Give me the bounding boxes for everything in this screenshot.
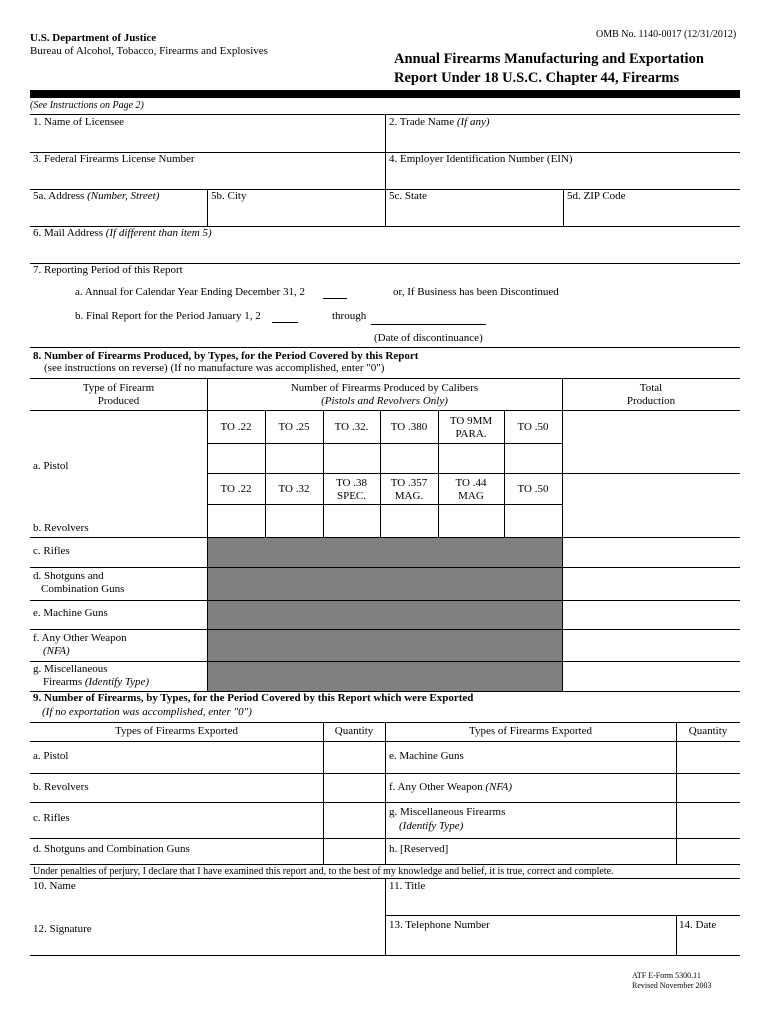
zip-field[interactable]	[564, 204, 740, 225]
licensee-name-label: 1. Name of Licensee	[33, 116, 125, 128]
export-qty-header: Quantity	[688, 725, 728, 737]
col-type-header: Type of Firearm Produced	[82, 382, 155, 407]
form-number: ATF E-Form 5300.11	[632, 971, 701, 980]
misc-total-field[interactable]	[563, 662, 740, 690]
export-shotguns-label: d. Shotguns and Combination Guns	[33, 843, 190, 855]
export-types-header: Types of Firearms Exported	[115, 725, 238, 737]
row-rifles-label: c. Rifles	[33, 545, 70, 557]
pistol-count-32[interactable]	[324, 444, 380, 473]
revolver-count-38[interactable]	[324, 505, 380, 536]
form-title-line2: Report Under 18 U.S.C. Chapter 44, Firearms	[394, 70, 680, 86]
trade-name-label: 2. Trade Name (If any)	[389, 116, 490, 128]
revolver-caliber-header: TO .50	[517, 483, 549, 495]
pistol-count-50[interactable]	[505, 444, 562, 473]
export-rifles-label: c. Rifles	[33, 812, 70, 824]
row-aow-label: f. Any Other Weapon (NFA)	[33, 632, 127, 657]
pistol-caliber-header: TO .22	[220, 421, 252, 433]
revolver-total-field[interactable]	[563, 474, 740, 536]
date-field[interactable]	[677, 932, 740, 954]
shaded-area	[208, 537, 562, 691]
discontinuance-date-field[interactable]	[371, 324, 486, 325]
address-label: 5a. Address (Number, Street)	[33, 190, 160, 202]
export-types-header: Types of Firearms Exported	[469, 725, 592, 737]
annual-year-field[interactable]	[323, 298, 347, 299]
final-report-label: b. Final Report for the Period January 1, 2	[75, 310, 261, 322]
row-misc-label: g. Miscellaneous Firearms (Identify Type)	[33, 663, 150, 688]
mail-address-label: 6. Mail Address (If different than item 5)	[33, 227, 212, 239]
omb-number: OMB No. 1140-0017 (12/31/2012)	[596, 29, 737, 40]
col-total-header: Total Production	[626, 382, 676, 407]
pistol-count-25[interactable]	[266, 444, 323, 473]
pistol-caliber-header: TO 9MM PARA.	[449, 414, 493, 440]
instructions-note: (See Instructions on Page 2)	[30, 100, 144, 111]
pistol-caliber-header: TO .50	[517, 421, 549, 433]
zip-label: 5d. ZIP Code	[567, 190, 626, 202]
export-aow-qty[interactable]	[677, 774, 740, 801]
revolver-count-22[interactable]	[208, 505, 265, 536]
state-label: 5c. State	[389, 190, 427, 202]
date-label: 14. Date	[679, 919, 717, 931]
ein-label: 4. Employer Identification Number (EIN)	[389, 153, 573, 165]
revolver-caliber-header: TO .357 MAG.	[390, 476, 428, 502]
export-aow-label: f. Any Other Weapon (NFA)	[389, 781, 513, 793]
export-machine-guns-qty[interactable]	[677, 742, 740, 772]
city-label: 5b. City	[211, 190, 247, 202]
row-machine-guns-label: e. Machine Guns	[33, 607, 108, 619]
pistol-count-22[interactable]	[208, 444, 265, 473]
trade-name-field[interactable]	[386, 130, 740, 151]
state-field[interactable]	[386, 204, 563, 225]
revolver-count-357[interactable]	[381, 505, 438, 536]
revolver-caliber-header: TO .44 MAG	[455, 476, 487, 502]
title-field[interactable]	[386, 893, 740, 914]
export-rifles-qty[interactable]	[324, 803, 385, 837]
revolver-caliber-header: TO .32	[278, 483, 310, 495]
row-revolvers-label: b. Revolvers	[33, 522, 89, 534]
rifles-total-field[interactable]	[563, 538, 740, 566]
reporting-period-title: 7. Reporting Period of this Report	[33, 264, 183, 276]
export-pistol-qty[interactable]	[324, 742, 385, 772]
discontinued-label: or, If Business has been Discontinued	[393, 286, 559, 298]
export-qty-header: Quantity	[334, 725, 374, 737]
pistol-total-field[interactable]	[563, 411, 740, 473]
export-revolvers-label: b. Revolvers	[33, 781, 89, 793]
export-reserved-label: h. [Reserved]	[389, 843, 449, 855]
pistol-count-380[interactable]	[381, 444, 438, 473]
title-label: 11. Title	[389, 880, 426, 892]
export-revolvers-qty[interactable]	[324, 774, 385, 801]
pistol-count-9mm[interactable]	[439, 444, 504, 473]
revolver-caliber-header: TO .38 SPEC.	[336, 476, 367, 502]
revolver-caliber-header: TO .22	[220, 483, 252, 495]
export-pistol-label: a. Pistol	[33, 750, 69, 762]
revolver-count-50[interactable]	[505, 505, 562, 536]
row-shotguns-label: d. Shotguns and Combination Guns	[33, 570, 125, 595]
col-calibers-header: Number of Firearms Produced by Calibers (Pistols and Revolvers Only)	[290, 382, 479, 407]
ein-field[interactable]	[386, 167, 740, 188]
perjury-statement: Under penalties of perjury, I declare that I have examined this report and, to the best of my knowledge and belief, it is true, correct and complete.	[33, 866, 614, 877]
revolver-count-44[interactable]	[439, 505, 504, 536]
section8-subtitle: (see instructions on reverse) (If no manufacture was accomplished, enter "0")	[44, 362, 385, 374]
export-shotguns-qty[interactable]	[324, 839, 385, 864]
ffl-number-field[interactable]	[30, 167, 385, 188]
form-title-line1: Annual Firearms Manufacturing and Exportation	[394, 51, 704, 67]
machine-guns-total-field[interactable]	[563, 601, 740, 628]
pistol-caliber-header: TO .32.	[334, 421, 369, 433]
export-misc-qty[interactable]	[677, 803, 740, 837]
final-year-field[interactable]	[272, 322, 298, 323]
signature-label: 12. Signature	[33, 923, 92, 935]
header-rule	[30, 90, 740, 98]
export-misc-label: g. Miscellaneous Firearms (Identify Type)	[389, 806, 506, 832]
signature-field[interactable]	[30, 915, 385, 954]
pistol-caliber-header: TO .25	[278, 421, 310, 433]
department-name: U.S. Department of Justice	[30, 32, 157, 44]
annual-year-label: a. Annual for Calendar Year Ending December 31, 2	[75, 286, 306, 298]
section8-title: 8. Number of Firearms Produced, by Types, for the Period Covered by this Report	[33, 350, 419, 362]
section9-subtitle: (If no exportation was accomplished, enter "0")	[42, 706, 252, 718]
export-machine-guns-label: e. Machine Guns	[389, 750, 464, 762]
aow-total-field[interactable]	[563, 630, 740, 660]
address-field[interactable]	[30, 204, 207, 225]
name-label: 10. Name	[33, 880, 76, 892]
section9-title: 9. Number of Firearms, by Types, for the Period Covered by this Report which were Exported	[33, 692, 474, 704]
bureau-name: Bureau of Alcohol, Tobacco, Firearms and Explosives	[30, 45, 268, 57]
through-label: through	[332, 310, 367, 322]
city-field[interactable]	[208, 204, 385, 225]
name-field[interactable]	[30, 893, 385, 914]
telephone-field[interactable]	[386, 932, 676, 954]
revision-date: Revised November 2003	[632, 981, 712, 990]
revolver-count-32[interactable]	[266, 505, 323, 536]
row-pistol-label: a. Pistol	[33, 460, 69, 472]
shotguns-total-field[interactable]	[563, 568, 740, 599]
ffl-number-label: 3. Federal Firearms License Number	[33, 153, 195, 165]
telephone-label: 13. Telephone Number	[389, 919, 490, 931]
pistol-caliber-header: TO .380	[390, 421, 428, 433]
mail-address-field[interactable]	[30, 241, 740, 262]
licensee-name-field[interactable]	[30, 130, 385, 151]
discontinuance-date-caption: (Date of discontinuance)	[374, 332, 483, 344]
